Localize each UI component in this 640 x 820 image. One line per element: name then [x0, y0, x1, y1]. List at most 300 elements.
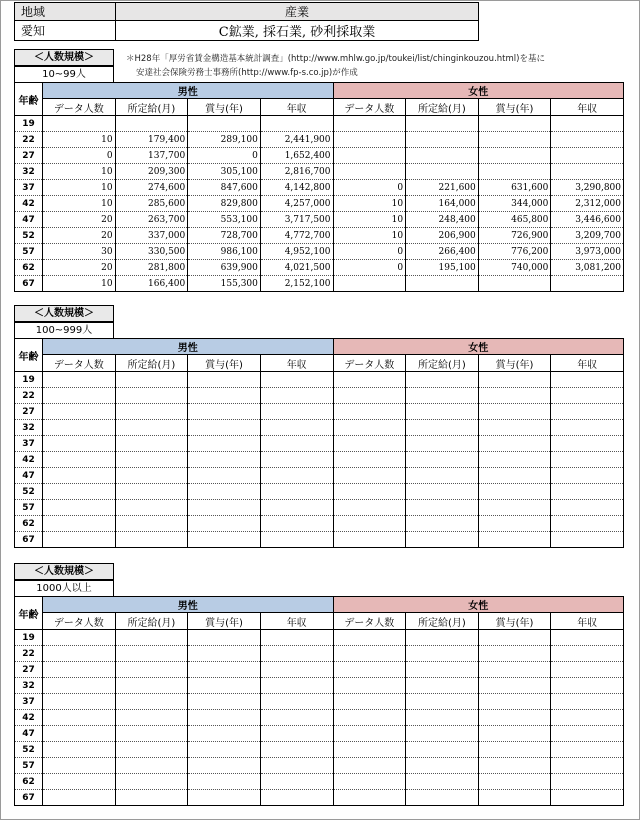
male-bonus-cell[interactable]: 305,100 [188, 164, 261, 180]
female-bonus-cell[interactable] [478, 694, 551, 710]
female-salary-cell[interactable] [406, 774, 479, 790]
female-count-cell[interactable] [333, 148, 406, 164]
female-annual-cell[interactable] [551, 646, 624, 662]
male-bonus-cell[interactable]: 0 [188, 148, 261, 164]
male-salary-cell[interactable] [115, 774, 188, 790]
age-column-header: 年齢 [15, 339, 43, 372]
female-salary-cell[interactable] [406, 276, 479, 292]
male-bonus-cell[interactable] [188, 758, 261, 774]
male-annual-cell[interactable]: 4,772,700 [260, 228, 333, 244]
male-salary-cell[interactable] [115, 630, 188, 646]
female-salary-cell[interactable] [406, 468, 479, 484]
female-salary-cell[interactable] [406, 420, 479, 436]
region-value[interactable]: 愛知 [15, 21, 116, 41]
male-annual-cell[interactable] [260, 710, 333, 726]
male-count-cell[interactable]: 20 [43, 212, 116, 228]
female-bonus-cell[interactable] [478, 372, 551, 388]
male-salary-cell[interactable] [115, 694, 188, 710]
male-bonus-cell[interactable] [188, 372, 261, 388]
female-count-cell[interactable]: 10 [333, 212, 406, 228]
female-bonus-cell[interactable] [478, 710, 551, 726]
male-annual-cell[interactable] [260, 532, 333, 548]
female-bonus-cell[interactable] [478, 742, 551, 758]
age-cell: 32 [15, 678, 43, 694]
male-bonus-cell[interactable] [188, 404, 261, 420]
female-annual-cell[interactable] [551, 372, 624, 388]
male-bonus-cell[interactable] [188, 516, 261, 532]
female-bonus-cell[interactable]: 740,000 [478, 260, 551, 276]
female-count-cell[interactable]: 0 [333, 244, 406, 260]
female-count-cell[interactable] [333, 436, 406, 452]
male-bonus-cell[interactable]: 155,300 [188, 276, 261, 292]
male-salary-cell[interactable] [115, 726, 188, 742]
male-salary-cell[interactable] [115, 710, 188, 726]
male-salary-cell[interactable]: 330,500 [115, 244, 188, 260]
male-count-cell[interactable]: 20 [43, 260, 116, 276]
male-count-cell[interactable] [43, 790, 116, 806]
male-annual-cell[interactable] [260, 484, 333, 500]
male-annual-cell[interactable] [260, 742, 333, 758]
female-bonus-cell[interactable] [478, 726, 551, 742]
male-annual-cell[interactable] [260, 774, 333, 790]
female-annual-cell[interactable] [551, 774, 624, 790]
female-bonus-cell[interactable]: 631,600 [478, 180, 551, 196]
female-annual-cell[interactable] [551, 132, 624, 148]
female-annual-cell[interactable]: 3,209,700 [551, 228, 624, 244]
female-count-cell[interactable] [333, 774, 406, 790]
female-annual-cell[interactable] [551, 468, 624, 484]
table-row [15, 774, 624, 790]
male-annual-cell[interactable] [260, 468, 333, 484]
male-salary-cell[interactable] [115, 758, 188, 774]
female-bonus-cell[interactable] [478, 468, 551, 484]
male-annual-cell[interactable] [260, 790, 333, 806]
male-count-cell[interactable] [43, 452, 116, 468]
male-count-cell[interactable]: 10 [43, 164, 116, 180]
female-count-cell[interactable]: 10 [333, 228, 406, 244]
male-count-cell[interactable] [43, 532, 116, 548]
female-salary-cell[interactable] [406, 532, 479, 548]
female-bonus-cell[interactable] [478, 276, 551, 292]
female-bonus-cell[interactable] [478, 164, 551, 180]
table-row [15, 516, 624, 532]
male-count-cell[interactable] [43, 468, 116, 484]
male-count-cell[interactable] [43, 678, 116, 694]
female-count-cell[interactable] [333, 164, 406, 180]
male-salary-cell[interactable] [115, 452, 188, 468]
female-bonus-cell[interactable] [478, 420, 551, 436]
female-salary-cell[interactable] [406, 742, 479, 758]
male-count-header: データ人数 [43, 355, 116, 372]
male-salary-cell[interactable] [115, 646, 188, 662]
male-count-cell[interactable] [43, 630, 116, 646]
female-salary-cell[interactable]: 221,600 [406, 180, 479, 196]
male-annual-cell[interactable] [260, 436, 333, 452]
female-bonus-cell[interactable] [478, 452, 551, 468]
female-salary-cell[interactable] [406, 646, 479, 662]
male-salary-cell[interactable] [115, 678, 188, 694]
male-annual-cell[interactable]: 1,652,400 [260, 148, 333, 164]
male-salary-cell[interactable]: 166,400 [115, 276, 188, 292]
female-bonus-cell[interactable] [478, 132, 551, 148]
male-bonus-cell[interactable] [188, 646, 261, 662]
age-cell: 57 [15, 244, 43, 260]
female-annual-cell[interactable] [551, 420, 624, 436]
male-salary-cell[interactable]: 137,700 [115, 148, 188, 164]
female-salary-cell[interactable]: 206,900 [406, 228, 479, 244]
female-count-cell[interactable] [333, 710, 406, 726]
female-salary-cell[interactable] [406, 452, 479, 468]
male-bonus-cell[interactable] [188, 662, 261, 678]
female-count-cell[interactable] [333, 726, 406, 742]
male-annual-cell[interactable]: 3,717,500 [260, 212, 333, 228]
size-value-1[interactable]: 10~99人 [14, 66, 114, 83]
female-bonus-cell[interactable] [478, 662, 551, 678]
female-annual-cell[interactable] [551, 662, 624, 678]
female-salary-cell[interactable] [406, 662, 479, 678]
female-bonus-cell[interactable] [478, 790, 551, 806]
male-count-cell[interactable]: 10 [43, 132, 116, 148]
female-salary-cell[interactable] [406, 630, 479, 646]
female-salary-cell[interactable] [406, 516, 479, 532]
male-annual-cell[interactable] [260, 372, 333, 388]
male-bonus-cell[interactable]: 986,100 [188, 244, 261, 260]
female-salary-cell[interactable] [406, 790, 479, 806]
female-salary-cell[interactable] [406, 710, 479, 726]
female-salary-cell[interactable]: 164,000 [406, 196, 479, 212]
female-annual-cell[interactable] [551, 404, 624, 420]
male-annual-cell[interactable]: 4,257,000 [260, 196, 333, 212]
male-bonus-cell[interactable] [188, 694, 261, 710]
male-bonus-cell[interactable] [188, 532, 261, 548]
male-bonus-cell[interactable] [188, 726, 261, 742]
female-annual-cell[interactable] [551, 694, 624, 710]
female-annual-cell[interactable] [551, 678, 624, 694]
male-bonus-cell[interactable] [188, 388, 261, 404]
female-annual-cell[interactable] [551, 726, 624, 742]
male-count-cell[interactable] [43, 116, 116, 132]
size-value-3[interactable]: 1000人以上 [14, 580, 114, 597]
male-annual-cell[interactable]: 2,441,900 [260, 132, 333, 148]
size-value-2[interactable]: 100~999人 [14, 322, 114, 339]
female-bonus-cell[interactable]: 726,900 [478, 228, 551, 244]
female-count-cell[interactable] [333, 388, 406, 404]
male-bonus-cell[interactable] [188, 116, 261, 132]
male-count-cell[interactable]: 20 [43, 228, 116, 244]
male-count-cell[interactable] [43, 500, 116, 516]
female-count-cell[interactable]: 0 [333, 180, 406, 196]
female-count-cell[interactable] [333, 694, 406, 710]
male-salary-cell[interactable] [115, 404, 188, 420]
female-annual-cell[interactable] [551, 630, 624, 646]
age-cell: 47 [15, 212, 43, 228]
male-count-cell[interactable] [43, 388, 116, 404]
wage-table-medium [14, 338, 624, 548]
female-count-cell[interactable] [333, 742, 406, 758]
male-bonus-cell[interactable]: 847,600 [188, 180, 261, 196]
female-annual-cell[interactable] [551, 710, 624, 726]
male-salary-cell[interactable] [115, 516, 188, 532]
female-bonus-cell[interactable] [478, 500, 551, 516]
female-count-cell[interactable] [333, 646, 406, 662]
male-annual-cell[interactable]: 4,021,500 [260, 260, 333, 276]
female-count-cell[interactable] [333, 404, 406, 420]
male-count-cell[interactable] [43, 372, 116, 388]
size-label-1: ＜人数規模＞ [14, 49, 114, 66]
female-annual-cell[interactable]: 3,081,200 [551, 260, 624, 276]
male-annual-cell[interactable] [260, 662, 333, 678]
female-salary-cell[interactable] [406, 116, 479, 132]
male-annual-cell[interactable] [260, 758, 333, 774]
male-annual-cell[interactable] [260, 630, 333, 646]
male-bonus-cell[interactable]: 639,900 [188, 260, 261, 276]
table-row [15, 372, 624, 388]
female-count-cell[interactable] [333, 516, 406, 532]
female-annual-cell[interactable] [551, 484, 624, 500]
male-count-cell[interactable]: 30 [43, 244, 116, 260]
female-annual-cell[interactable] [551, 148, 624, 164]
female-annual-cell[interactable] [551, 388, 624, 404]
male-count-cell[interactable]: 10 [43, 180, 116, 196]
male-bonus-cell[interactable] [188, 452, 261, 468]
male-annual-cell[interactable] [260, 388, 333, 404]
table-row [15, 276, 624, 292]
male-bonus-cell[interactable]: 728,700 [188, 228, 261, 244]
male-salary-cell[interactable]: 179,400 [115, 132, 188, 148]
female-count-cell[interactable] [333, 662, 406, 678]
male-salary-cell[interactable] [115, 468, 188, 484]
male-annual-cell[interactable] [260, 500, 333, 516]
female-count-cell[interactable] [333, 758, 406, 774]
industry-value[interactable]: C鉱業, 採石業, 砂利採取業 [116, 21, 479, 41]
female-count-cell[interactable] [333, 452, 406, 468]
female-bonus-cell[interactable] [478, 516, 551, 532]
male-count-cell[interactable] [43, 694, 116, 710]
female-salary-cell[interactable] [406, 726, 479, 742]
male-bonus-cell[interactable] [188, 500, 261, 516]
age-cell: 67 [15, 276, 43, 292]
female-annual-cell[interactable]: 3,290,800 [551, 180, 624, 196]
female-salary-cell[interactable] [406, 484, 479, 500]
male-count-cell[interactable] [43, 646, 116, 662]
male-bonus-cell[interactable] [188, 790, 261, 806]
age-cell: 42 [15, 452, 43, 468]
male-count-cell[interactable]: 0 [43, 148, 116, 164]
female-bonus-cell[interactable] [478, 436, 551, 452]
female-bonus-cell[interactable]: 465,800 [478, 212, 551, 228]
male-bonus-cell[interactable]: 829,800 [188, 196, 261, 212]
male-salary-cell[interactable] [115, 742, 188, 758]
male-annual-cell[interactable] [260, 678, 333, 694]
female-count-cell[interactable] [333, 790, 406, 806]
male-count-cell[interactable]: 10 [43, 276, 116, 292]
male-bonus-cell[interactable]: 553,100 [188, 212, 261, 228]
female-annual-cell[interactable] [551, 164, 624, 180]
male-annual-cell[interactable] [260, 694, 333, 710]
female-count-cell[interactable] [333, 500, 406, 516]
female-salary-cell[interactable] [406, 500, 479, 516]
male-annual-cell[interactable] [260, 452, 333, 468]
female-bonus-cell[interactable] [478, 758, 551, 774]
age-cell: 52 [15, 228, 43, 244]
female-bonus-header: 賞与(年) [478, 99, 551, 116]
male-salary-cell[interactable] [115, 372, 188, 388]
male-salary-cell[interactable] [115, 484, 188, 500]
female-bonus-cell[interactable] [478, 388, 551, 404]
male-bonus-cell[interactable] [188, 420, 261, 436]
female-salary-cell[interactable] [406, 694, 479, 710]
female-bonus-cell[interactable] [478, 484, 551, 500]
female-count-cell[interactable] [333, 678, 406, 694]
female-annual-cell[interactable] [551, 436, 624, 452]
female-count-cell[interactable] [333, 372, 406, 388]
female-bonus-cell[interactable] [478, 116, 551, 132]
female-salary-cell[interactable] [406, 436, 479, 452]
female-bonus-cell[interactable] [478, 148, 551, 164]
female-annual-cell[interactable] [551, 116, 624, 132]
male-bonus-cell[interactable] [188, 484, 261, 500]
female-bonus-cell[interactable]: 776,200 [478, 244, 551, 260]
female-bonus-cell[interactable] [478, 774, 551, 790]
female-bonus-cell[interactable] [478, 404, 551, 420]
male-annual-cell[interactable] [260, 116, 333, 132]
female-salary-cell[interactable] [406, 148, 479, 164]
female-annual-cell[interactable] [551, 500, 624, 516]
male-count-cell[interactable] [43, 758, 116, 774]
female-annual-cell[interactable] [551, 790, 624, 806]
male-count-cell[interactable] [43, 516, 116, 532]
age-cell: 67 [15, 790, 43, 806]
male-count-cell[interactable] [43, 662, 116, 678]
male-count-cell[interactable] [43, 404, 116, 420]
male-bonus-cell[interactable] [188, 710, 261, 726]
female-salary-cell[interactable] [406, 132, 479, 148]
age-cell: 62 [15, 516, 43, 532]
table-row [15, 436, 624, 452]
male-annual-cell[interactable] [260, 516, 333, 532]
female-salary-cell[interactable]: 266,400 [406, 244, 479, 260]
male-annual-cell[interactable]: 2,816,700 [260, 164, 333, 180]
female-count-cell[interactable] [333, 468, 406, 484]
age-cell: 42 [15, 710, 43, 726]
male-count-cell[interactable] [43, 726, 116, 742]
female-bonus-cell[interactable] [478, 532, 551, 548]
female-bonus-cell[interactable] [478, 630, 551, 646]
female-count-cell[interactable] [333, 484, 406, 500]
female-annual-cell[interactable] [551, 452, 624, 468]
male-salary-cell[interactable]: 337,000 [115, 228, 188, 244]
male-count-cell[interactable] [43, 420, 116, 436]
male-salary-cell[interactable]: 263,700 [115, 212, 188, 228]
female-count-cell[interactable]: 0 [333, 260, 406, 276]
female-salary-cell[interactable] [406, 388, 479, 404]
age-cell: 32 [15, 164, 43, 180]
female-annual-cell[interactable] [551, 758, 624, 774]
female-salary-cell[interactable] [406, 758, 479, 774]
male-annual-cell[interactable] [260, 726, 333, 742]
female-count-cell[interactable]: 10 [333, 196, 406, 212]
female-salary-cell[interactable]: 195,100 [406, 260, 479, 276]
female-salary-cell[interactable] [406, 164, 479, 180]
male-salary-cell[interactable] [115, 420, 188, 436]
gender-header-row [15, 339, 624, 355]
male-count-cell[interactable] [43, 484, 116, 500]
male-count-cell[interactable] [43, 436, 116, 452]
female-count-cell[interactable] [333, 630, 406, 646]
female-count-cell[interactable] [333, 116, 406, 132]
male-salary-cell[interactable] [115, 436, 188, 452]
male-salary-header: 所定給(月) [115, 355, 188, 372]
female-bonus-cell[interactable] [478, 646, 551, 662]
age-cell: 27 [15, 404, 43, 420]
male-bonus-cell[interactable] [188, 678, 261, 694]
female-annual-cell[interactable]: 3,973,000 [551, 244, 624, 260]
female-annual-cell[interactable]: 2,312,000 [551, 196, 624, 212]
male-bonus-cell[interactable] [188, 436, 261, 452]
male-annual-cell[interactable]: 2,152,100 [260, 276, 333, 292]
female-annual-cell[interactable] [551, 276, 624, 292]
male-bonus-cell[interactable] [188, 742, 261, 758]
female-count-cell[interactable] [333, 276, 406, 292]
male-salary-cell[interactable] [115, 790, 188, 806]
male-bonus-cell[interactable] [188, 630, 261, 646]
male-annual-header: 年収 [260, 99, 333, 116]
female-salary-cell[interactable] [406, 678, 479, 694]
male-annual-cell[interactable]: 4,952,100 [260, 244, 333, 260]
female-bonus-cell[interactable]: 344,000 [478, 196, 551, 212]
female-count-cell[interactable] [333, 420, 406, 436]
female-salary-cell[interactable] [406, 404, 479, 420]
female-annual-header: 年収 [551, 99, 624, 116]
male-salary-cell[interactable]: 209,300 [115, 164, 188, 180]
male-bonus-cell[interactable] [188, 468, 261, 484]
female-count-cell[interactable] [333, 132, 406, 148]
male-count-cell[interactable] [43, 710, 116, 726]
male-salary-cell[interactable] [115, 116, 188, 132]
female-salary-cell[interactable]: 248,400 [406, 212, 479, 228]
male-salary-cell[interactable] [115, 388, 188, 404]
male-annual-cell[interactable]: 4,142,800 [260, 180, 333, 196]
table-row [15, 694, 624, 710]
female-annual-cell[interactable] [551, 742, 624, 758]
male-salary-cell[interactable]: 281,800 [115, 260, 188, 276]
male-salary-cell[interactable] [115, 532, 188, 548]
female-annual-cell[interactable]: 3,446,600 [551, 212, 624, 228]
male-count-cell[interactable]: 10 [43, 196, 116, 212]
male-salary-cell[interactable]: 274,600 [115, 180, 188, 196]
male-salary-cell[interactable] [115, 500, 188, 516]
male-group-header: 男性 [43, 597, 334, 613]
table-row [15, 758, 624, 774]
female-annual-cell[interactable] [551, 532, 624, 548]
gender-header-row [15, 83, 624, 99]
female-salary-cell[interactable] [406, 372, 479, 388]
female-annual-cell[interactable] [551, 516, 624, 532]
male-count-cell[interactable] [43, 774, 116, 790]
male-annual-cell[interactable] [260, 420, 333, 436]
male-count-cell[interactable] [43, 742, 116, 758]
male-salary-cell[interactable]: 285,600 [115, 196, 188, 212]
female-count-cell[interactable] [333, 532, 406, 548]
male-bonus-cell[interactable]: 289,100 [188, 132, 261, 148]
male-group-header: 男性 [43, 83, 334, 99]
male-bonus-cell[interactable] [188, 774, 261, 790]
male-annual-cell[interactable] [260, 404, 333, 420]
male-salary-cell[interactable] [115, 662, 188, 678]
male-annual-cell[interactable] [260, 646, 333, 662]
female-bonus-cell[interactable] [478, 678, 551, 694]
table-row [15, 180, 624, 196]
